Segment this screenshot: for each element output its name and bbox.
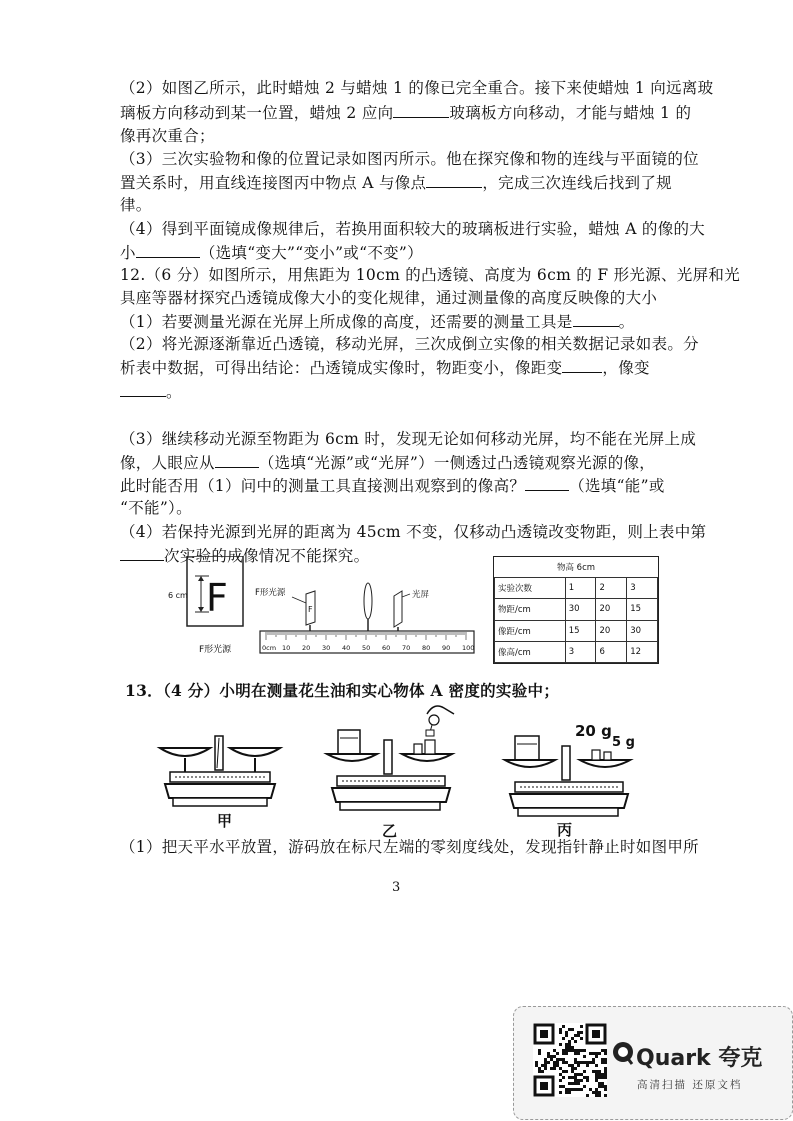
text-line: （2）如图乙所示，此时蜡烛 2 与蜡烛 1 的像已完全重合。接下来使蜡烛 1 向远离玻	[120, 79, 714, 97]
quark-logo-icon	[611, 1040, 635, 1066]
balance-bing-figure	[500, 714, 650, 844]
table-row: 像距/cm 15 20 30	[495, 620, 658, 641]
text-line: 璃板方向移动到某一位置，蜡烛 2 应向 玻璃板方向移动，才能与蜡烛 1 的	[120, 101, 691, 124]
f-light-source-figure	[165, 556, 247, 662]
answer-blank[interactable]	[120, 380, 166, 397]
ruler-tick-label: 100	[462, 644, 475, 652]
answer-blank[interactable]	[215, 451, 259, 468]
ruler-tick-label: 0cm	[262, 644, 277, 652]
text-line: 置关系时，用直线连接图丙中物点 A 与像点 ，完成三次连线后找到了规	[120, 171, 672, 194]
table-row: 实验次数 1 2 3	[495, 578, 658, 599]
weight-20g-label: 20 g	[575, 722, 612, 740]
answer-blank[interactable]	[562, 356, 602, 373]
balance-yi-figure	[322, 700, 462, 845]
text-line: 像再次重合；	[120, 127, 215, 145]
answer-blank[interactable]	[136, 241, 200, 258]
ruler-tick-label: 10	[282, 644, 291, 652]
table-title: 物高 6cm	[495, 557, 658, 578]
text-line: 小 （选填“变大”“变小”或“不变”）	[120, 241, 423, 264]
svg-text:F: F	[308, 605, 313, 614]
text-line: 此时能否用（1）问中的测量工具直接测出观察到的像高？ （选填“能”或	[120, 474, 665, 497]
optical-bench-figure	[252, 582, 482, 658]
source-label: F形光源	[255, 588, 286, 598]
text-line: 律。	[120, 196, 152, 214]
quark-tagline: 高清扫描 还原文档	[637, 1079, 743, 1091]
table-row: 物距/cm 30 20 15	[495, 599, 658, 620]
text-line: （2）将光源逐渐靠近凸透镜，移动光屏，三次成倒立实像的相关数据记录如表。分	[120, 335, 699, 353]
text-line: 。	[120, 380, 182, 403]
answer-blank[interactable]	[573, 310, 619, 327]
ruler-tick-label: 50	[362, 644, 371, 652]
text-line: 具座等器材探究凸透镜成像大小的变化规律，通过测量像的高度反映像的大小	[120, 289, 658, 307]
f-source-caption: F形光源	[199, 645, 232, 655]
answer-blank[interactable]	[393, 101, 449, 118]
text-line: （4）得到平面镜成像规律后，若换用面积较大的玻璃板进行实验，蜡烛 A 的像的大	[120, 220, 706, 238]
question-13-stem: 13．（4 分）小明在测量花生油和实心物体 A 密度的实验中；	[125, 681, 560, 700]
text-line: （4）若保持光源到光屏的距离为 45cm 不变，仅移动凸透镜改变物距，则上表中第	[120, 523, 707, 541]
text-line: 析表中数据，可得出结论：凸透镜成实像时，物距变小，像距变 ，像变	[120, 356, 650, 379]
height-label: 6 cm	[168, 591, 188, 600]
label-jia: 甲	[217, 812, 233, 830]
label-yi: 乙	[382, 822, 398, 840]
text-line: （3）三次实验物和像的位置记录如图丙所示。他在探究像和物的连线与平面镜的位	[120, 150, 699, 168]
data-table	[493, 556, 659, 664]
ruler-tick-label: 60	[382, 644, 391, 652]
ruler-tick-label: 40	[342, 644, 351, 652]
text-line: （3）继续移动光源至物距为 6cm 时，发现无论如何移动光屏，均不能在光屏上成	[120, 430, 697, 448]
balance-jia-figure	[155, 726, 285, 831]
answer-blank[interactable]	[120, 544, 164, 561]
text-line: “不能”）。	[120, 499, 192, 517]
text-line: （1）若要测量光源在光屏上所成像的高度，还需要的测量工具是 。	[120, 310, 634, 333]
quark-brand: Quark 夸克	[636, 1046, 763, 1071]
text-line: （1）把天平水平放置，游码放在标尺左端的零刻度线处，发现指针静止时如图甲所	[120, 838, 699, 856]
answer-blank[interactable]	[426, 171, 482, 188]
ruler-tick-label: 90	[442, 644, 451, 652]
weight-5g-label: 5 g	[612, 735, 635, 750]
answer-blank[interactable]	[525, 474, 569, 491]
screen-label: 光屏	[412, 590, 430, 600]
ruler-tick-label: 30	[322, 644, 331, 652]
text-line: 次实验的成像情况不能探究。	[120, 544, 369, 567]
ruler-tick-label: 70	[402, 644, 411, 652]
page-number: 3	[392, 880, 401, 895]
ruler-tick-label: 20	[302, 644, 311, 652]
qr-code-icon	[533, 1023, 607, 1097]
ruler-tick-label: 80	[422, 644, 431, 652]
label-bing: 丙	[557, 821, 573, 839]
text-line: 像，人眼应从 （选填“光源”或“光屏”）一侧透过凸透镜观察光源的像，	[120, 451, 655, 474]
table-row: 像高/cm 3 6 12	[495, 641, 658, 662]
f-letter: F	[206, 576, 228, 620]
question-12-stem: 12.（6 分）如图所示，用焦距为 10cm 的凸透镜、高度为 6cm 的 F 形光源、光屏和光	[120, 266, 740, 284]
